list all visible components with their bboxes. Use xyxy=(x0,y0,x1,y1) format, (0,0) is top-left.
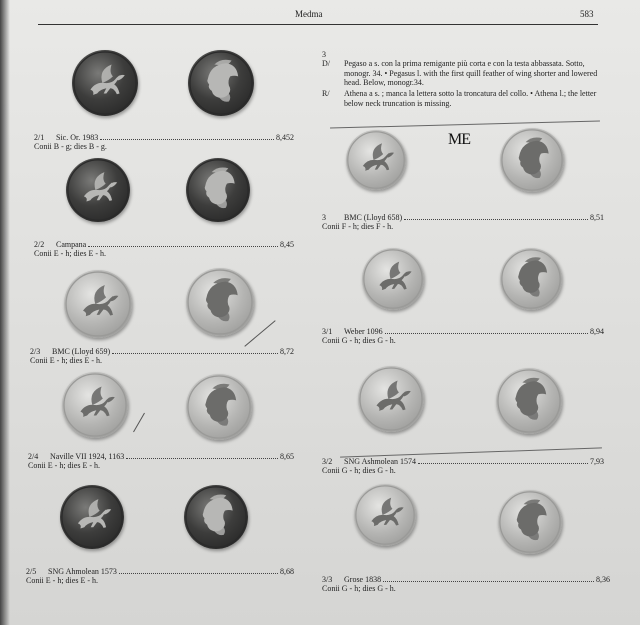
athena-icon xyxy=(186,268,254,336)
entry-source: BMC (Lloyd 658) xyxy=(344,213,403,222)
catalog-entry xyxy=(322,213,604,231)
athena-icon xyxy=(184,485,248,549)
coin-3-1-reverse xyxy=(500,248,562,310)
entry-dies: Conii F - h; dies F - h. xyxy=(322,222,394,231)
coin-3-2-reverse xyxy=(496,368,562,434)
dot-leader xyxy=(126,458,278,459)
entry-weight: 8,68 xyxy=(280,567,294,576)
reverse-label: R/ xyxy=(322,89,330,98)
entry-weight: 8,65 xyxy=(280,452,294,461)
entry-source: BMC (Lloyd 659) xyxy=(52,347,111,356)
monogram: ME xyxy=(448,131,470,148)
entry-weight: 8,36 xyxy=(596,575,610,584)
entry-source: Campana xyxy=(56,240,87,249)
entry-source: Sic. Or. 1983 xyxy=(56,133,99,142)
reverse-text: Athena a s. ; manca la lettera sotto la troncatura del collo. • Athena l.; the letter below neck truncation is missing. xyxy=(344,89,597,108)
coin-2-5-obverse xyxy=(60,485,124,549)
entry-number: 2/2 xyxy=(34,240,45,249)
dot-leader xyxy=(418,463,588,464)
entry-number: 3 xyxy=(322,213,326,222)
entry-source: SNG Ahmolean 1573 xyxy=(48,567,117,576)
coin-2-5-reverse xyxy=(184,485,248,549)
athena-icon xyxy=(186,158,250,222)
type-number: 3 xyxy=(322,50,326,59)
dot-leader xyxy=(383,581,594,582)
entry-weight: 8,452 xyxy=(276,133,294,142)
pegasus-icon xyxy=(346,130,406,190)
entry-weight: 8,45 xyxy=(280,240,294,249)
pegasus-icon xyxy=(358,366,424,432)
entry-dies: Conii E - h; dies E - h. xyxy=(26,576,98,585)
entry-weight: 8,51 xyxy=(590,213,604,222)
pegasus-icon xyxy=(72,50,138,116)
entry-weight: 8,94 xyxy=(590,327,604,336)
entry-dies: Conii E - h; dies E - h. xyxy=(34,249,106,258)
coin-2-3-reverse xyxy=(186,268,254,336)
coin-3-reverse xyxy=(500,128,564,192)
type-description xyxy=(322,50,604,120)
entry-number: 3/1 xyxy=(322,327,333,336)
pencil-mark xyxy=(133,413,145,433)
dot-leader xyxy=(119,573,278,574)
athena-icon xyxy=(496,368,562,434)
athena-icon xyxy=(500,248,562,310)
catalog-entry xyxy=(322,327,604,345)
coin-2-1-reverse xyxy=(188,50,254,116)
dot-leader xyxy=(404,219,588,220)
entry-number: 3/2 xyxy=(322,457,333,466)
coin-2-2-reverse xyxy=(186,158,250,222)
entry-number: 2/5 xyxy=(26,567,37,576)
entry-source: SNG Ashmolean 1574 xyxy=(344,457,416,466)
coin-3-2-obverse xyxy=(358,366,424,432)
catalog-entry xyxy=(34,240,294,258)
entry-dies: Conii G - h; dies G - h. xyxy=(322,466,396,475)
obverse-label: D/ xyxy=(322,59,330,68)
header-rule xyxy=(38,24,598,25)
dot-leader xyxy=(112,353,278,354)
entry-source: Naville VII 1924, 1163 xyxy=(50,452,125,461)
pegasus-icon xyxy=(66,158,130,222)
catalog-entry xyxy=(28,452,294,470)
coin-2-4-reverse xyxy=(186,374,252,440)
entry-weight: 7,93 xyxy=(590,457,604,466)
entry-dies: Conii B - g; dies B - g. xyxy=(34,142,107,151)
athena-icon xyxy=(498,490,562,554)
entry-number: 3/3 xyxy=(322,575,333,584)
catalog-entry xyxy=(26,567,294,585)
coin-2-4-obverse xyxy=(62,372,128,438)
coin-2-3-obverse xyxy=(64,270,132,338)
entry-dies: Conii G - h; dies G - h. xyxy=(322,336,396,345)
pegasus-icon xyxy=(362,248,424,310)
entry-source: Weber 1096 xyxy=(344,327,383,336)
catalog-entry xyxy=(322,457,604,475)
obverse-text: Pegaso a s. con la prima remigante più corta e con la testa abbassata. Sotto, monogr. 34. • Pegasus l. with the first quill feather of wing shorter and lowered head. Below, monogr.34. xyxy=(344,59,598,87)
coin-3-3-obverse xyxy=(354,484,416,546)
entry-number: 2/4 xyxy=(28,452,39,461)
entry-dies: Conii G - h; dies G - h. xyxy=(322,584,396,593)
dot-leader xyxy=(100,139,274,140)
entry-number: 2/1 xyxy=(34,133,45,142)
entry-number: 2/3 xyxy=(30,347,41,356)
coin-2-1-obverse xyxy=(72,50,138,116)
coin-2-2-obverse xyxy=(66,158,130,222)
running-title: Medma xyxy=(295,9,323,19)
dot-leader xyxy=(88,246,278,247)
pegasus-icon xyxy=(354,484,416,546)
athena-icon xyxy=(186,374,252,440)
pegasus-icon xyxy=(62,372,128,438)
pegasus-icon xyxy=(60,485,124,549)
coin-3-3-reverse xyxy=(498,490,562,554)
entry-source: Grose 1838 xyxy=(344,575,382,584)
athena-icon xyxy=(500,128,564,192)
athena-icon xyxy=(188,50,254,116)
coin-3-obverse xyxy=(346,130,406,190)
entry-weight: 8,72 xyxy=(280,347,294,356)
catalog-entry xyxy=(30,347,294,365)
pegasus-icon xyxy=(64,270,132,338)
catalog-entry xyxy=(34,133,294,151)
entry-dies: Conii E - h; dies E - h. xyxy=(28,461,100,470)
coin-3-1-obverse xyxy=(362,248,424,310)
page-edge-shadow xyxy=(0,0,10,625)
catalog-entry xyxy=(322,575,610,593)
entry-dies: Conii E - h; dies E - h. xyxy=(30,356,102,365)
page-number: 583 xyxy=(580,9,594,19)
dot-leader xyxy=(385,333,588,334)
